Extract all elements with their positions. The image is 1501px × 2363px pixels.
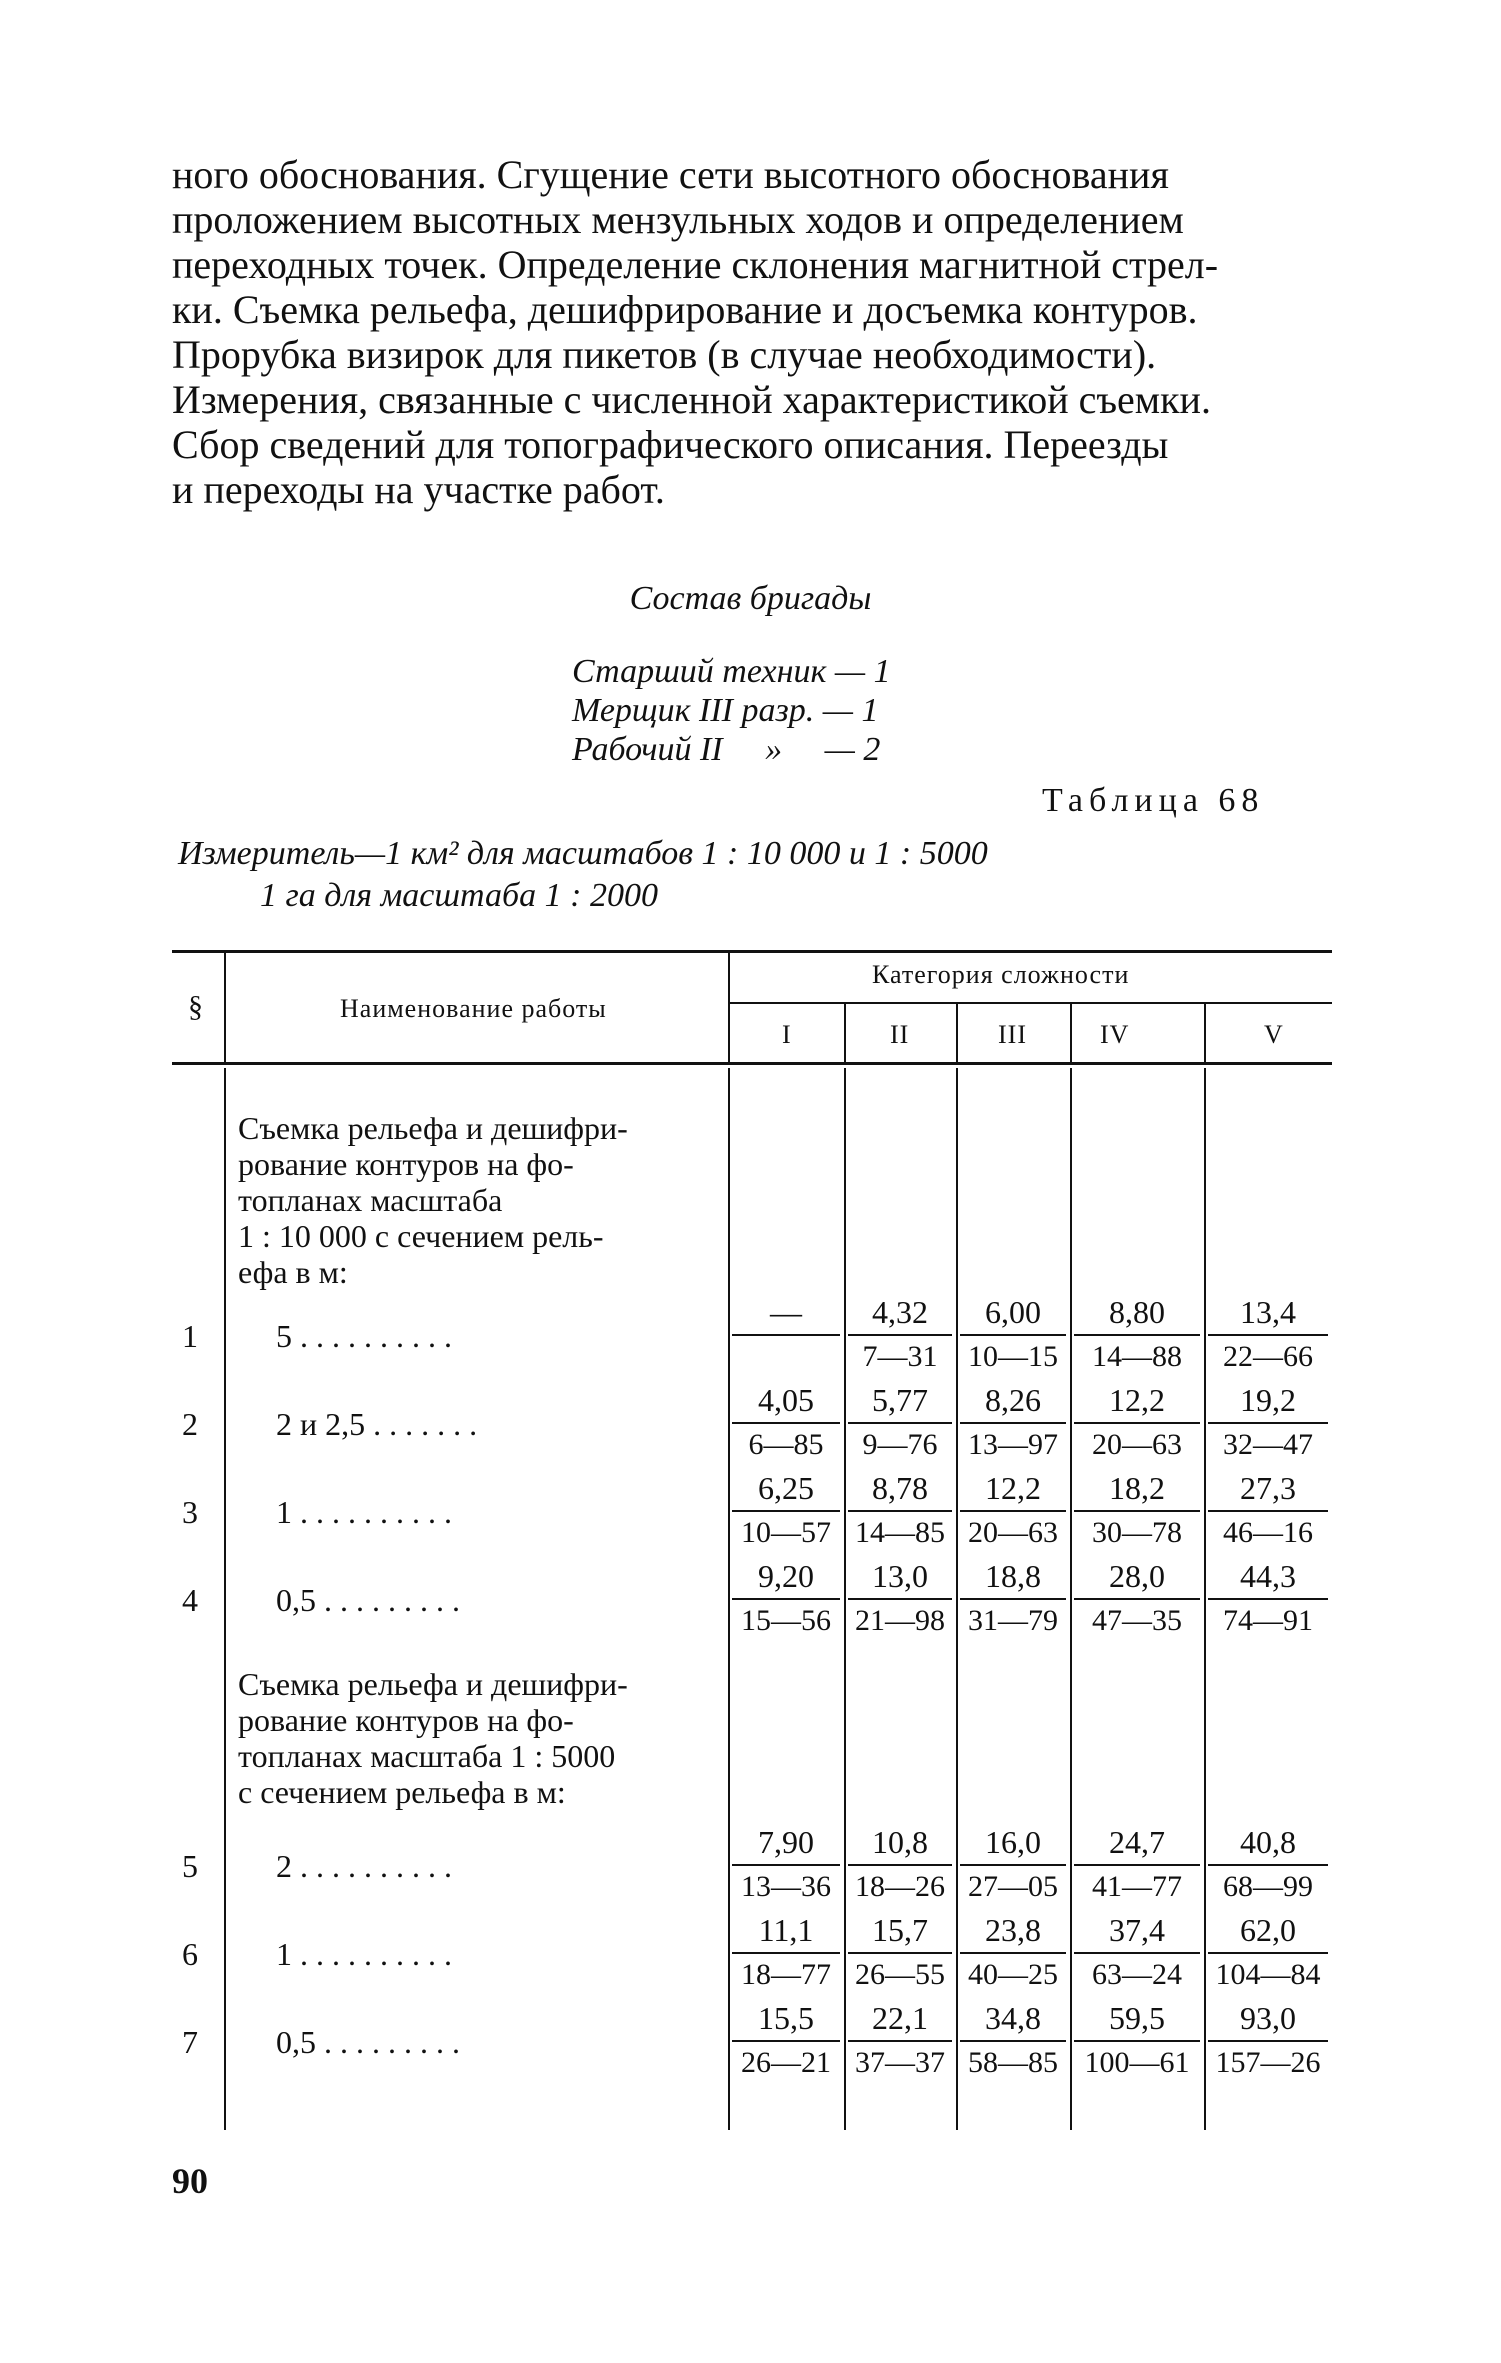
norm-code: 37—37 — [855, 2046, 945, 2079]
value-underline — [848, 1422, 952, 1424]
norm-code: 20—63 — [968, 1516, 1058, 1549]
value-underline — [1208, 1864, 1328, 1866]
norm-value: 27,3 — [1240, 1470, 1296, 1506]
staff-item: Старший техник — 1 — [572, 653, 891, 690]
norm-value: 6,00 — [985, 1294, 1041, 1330]
section-1-description — [238, 1110, 716, 1290]
value-underline — [1208, 1422, 1328, 1424]
norm-code: 47—35 — [1092, 1604, 1182, 1637]
value-underline — [960, 1334, 1066, 1336]
value-underline — [1208, 1952, 1328, 1954]
paragraph-line: проложением высотных мензульных ходов и определением — [172, 197, 1184, 242]
norm-value: 40,8 — [1240, 1824, 1296, 1860]
value-underline — [960, 2040, 1066, 2042]
norm-code: 18—77 — [741, 1958, 831, 1991]
paragraph-line: Измерения, связанные с численной характеристикой съемки. — [172, 377, 1211, 422]
value-underline — [1208, 2040, 1328, 2042]
norm-value: 15,5 — [758, 2000, 814, 2036]
norm-code: 104—84 — [1215, 1958, 1321, 1991]
value-underline — [960, 1510, 1066, 1512]
row-number: 6 — [182, 1936, 198, 1972]
section-line: рование контуров на фо- — [238, 1702, 574, 1738]
value-underline — [732, 1422, 840, 1424]
norm-value: 6,25 — [758, 1470, 814, 1506]
paragraph-line: ного обоснования. Сгущение сети высотного обоснования — [172, 152, 1169, 197]
norm-value: 37,4 — [1109, 1912, 1165, 1948]
row-label: 0,5 . . . . . . . . . — [276, 2024, 460, 2060]
header-col-1: I — [782, 1020, 792, 1049]
value-underline — [960, 1422, 1066, 1424]
header-divider — [728, 950, 730, 1062]
row-number: 4 — [182, 1582, 198, 1618]
staff-item: Мерщик III разр. — 1 — [572, 692, 879, 729]
norm-value: 4,32 — [872, 1294, 928, 1330]
table-label: Таблица 68 — [1042, 782, 1265, 819]
header-col-4: IV — [1100, 1020, 1130, 1049]
section-line: ефа в м: — [238, 1254, 348, 1290]
paragraph-line: ки. Съемка рельефа, дешифрирование и досъемка контуров. — [172, 287, 1198, 332]
norm-value: 8,26 — [985, 1382, 1041, 1418]
value-underline — [848, 1952, 952, 1954]
norm-code: 157—26 — [1215, 2046, 1321, 2079]
section-line: Съемка рельефа и дешифри- — [238, 1666, 628, 1702]
norms-table — [172, 950, 1332, 2130]
norm-value: 19,2 — [1240, 1382, 1296, 1418]
norm-code: 30—78 — [1092, 1516, 1182, 1549]
norm-code: 18—26 — [855, 1870, 945, 1903]
intro-paragraph — [172, 152, 1332, 512]
norm-code: 10—15 — [968, 1340, 1058, 1373]
norm-value: 4,05 — [758, 1382, 814, 1418]
norm-code: 13—36 — [741, 1870, 831, 1903]
table-top-rule — [172, 950, 1332, 953]
section-line: Съемка рельефа и дешифри- — [238, 1110, 628, 1146]
brigade-title: Состав бригады — [629, 580, 872, 617]
norm-code: 26—21 — [741, 2046, 831, 2079]
header-divider — [956, 1002, 958, 1062]
row-label: 1 . . . . . . . . . . — [276, 1494, 452, 1530]
norm-value: 8,78 — [872, 1470, 928, 1506]
row-number: 1 — [182, 1318, 198, 1354]
header-category: Категория сложности — [872, 960, 1130, 989]
section-2-description — [238, 1666, 716, 1810]
norm-code: 41—77 — [1092, 1870, 1182, 1903]
measure-unit — [178, 833, 988, 917]
row-number: 3 — [182, 1494, 198, 1530]
norm-value: 23,8 — [985, 1912, 1041, 1948]
norm-code: 74—91 — [1223, 1604, 1313, 1637]
section-line: топланах масштаба — [238, 1182, 503, 1218]
header-col-3: III — [998, 1020, 1027, 1049]
norm-code: 58—85 — [968, 2046, 1058, 2079]
header-divider — [844, 1002, 846, 1062]
value-underline — [732, 1334, 840, 1336]
norm-value: 9,20 — [758, 1558, 814, 1594]
header-divider — [224, 950, 226, 1062]
norm-value: 59,5 — [1109, 2000, 1165, 2036]
norm-value: 28,0 — [1109, 1558, 1165, 1594]
value-underline — [1074, 1864, 1200, 1866]
row-label: 0,5 . . . . . . . . . — [276, 1582, 460, 1618]
header-work-name: Наименование работы — [340, 994, 607, 1023]
value-underline — [848, 1864, 952, 1866]
value-underline — [1074, 1598, 1200, 1600]
row-label: 2 . . . . . . . . . . — [276, 1848, 452, 1884]
header-divider — [1070, 1002, 1072, 1062]
value-underline — [960, 1864, 1066, 1866]
value-underline — [732, 1598, 840, 1600]
value-underline — [848, 1598, 952, 1600]
value-underline — [848, 2040, 952, 2042]
section-line: топланах масштаба 1 : 5000 — [238, 1738, 616, 1774]
norm-value: 8,80 — [1109, 1294, 1165, 1330]
section-line: с сечением рельефа в м: — [238, 1774, 566, 1810]
norm-value: 11,1 — [758, 1912, 814, 1948]
page-number: 90 — [172, 2161, 208, 2201]
row-label: 1 . . . . . . . . . . — [276, 1936, 452, 1972]
value-underline — [848, 1334, 952, 1336]
paragraph-line: переходных точек. Определение склонения магнитной стрел- — [172, 242, 1219, 287]
value-underline — [1074, 1422, 1200, 1424]
norm-code: 13—97 — [968, 1428, 1058, 1461]
header-col-2: II — [890, 1020, 910, 1049]
row-label: 5 . . . . . . . . . . — [276, 1318, 452, 1354]
norm-value: 16,0 — [985, 1824, 1041, 1860]
norm-value: 62,0 — [1240, 1912, 1296, 1948]
norm-code: 22—66 — [1223, 1340, 1313, 1373]
norm-code: 9—76 — [862, 1428, 938, 1461]
value-underline — [732, 2040, 840, 2042]
norm-code: 40—25 — [968, 1958, 1058, 1991]
norm-code: 14—88 — [1092, 1340, 1182, 1373]
norm-code: 21—98 — [855, 1604, 945, 1637]
norm-value: 44,3 — [1240, 1558, 1296, 1594]
norm-code: 26—55 — [855, 1958, 945, 1991]
norm-value: 7,90 — [758, 1824, 814, 1860]
paragraph-line: Прорубка визирок для пикетов (в случае необходимости). — [172, 332, 1157, 377]
norm-code: 32—47 — [1223, 1428, 1313, 1461]
norm-value: 5,77 — [872, 1382, 928, 1418]
value-underline — [732, 1864, 840, 1866]
norm-code: 6—85 — [748, 1428, 824, 1461]
norm-value: 13,0 — [872, 1558, 928, 1594]
section-line: рование контуров на фо- — [238, 1146, 574, 1182]
value-underline — [1208, 1334, 1328, 1336]
row-label: 2 и 2,5 . . . . . . . — [276, 1406, 478, 1442]
paragraph-line: Сбор сведений для топографического описания. Переезды — [172, 422, 1169, 467]
paragraph-line: и переходы на участке работ. — [172, 467, 665, 512]
row-number: 2 — [182, 1406, 198, 1442]
value-underline — [732, 1952, 840, 1954]
value-underline — [1074, 1510, 1200, 1512]
norm-value: 18,2 — [1109, 1470, 1165, 1506]
value-underline — [1074, 1334, 1200, 1336]
category-rule — [728, 1002, 1332, 1004]
norm-value: 18,8 — [985, 1558, 1041, 1594]
norm-value: 24,7 — [1109, 1824, 1165, 1860]
norm-value: 12,2 — [1109, 1382, 1165, 1418]
norm-code: 68—99 — [1223, 1870, 1313, 1903]
value-underline — [1208, 1510, 1328, 1512]
norm-value: 93,0 — [1240, 2000, 1296, 2036]
header-section-sign: § — [188, 990, 204, 1023]
norm-code: 14—85 — [855, 1516, 945, 1549]
norm-code: 31—79 — [968, 1604, 1058, 1637]
norm-code: 27—05 — [968, 1870, 1058, 1903]
value-underline — [960, 1598, 1066, 1600]
norm-code: 63—24 — [1092, 1958, 1182, 1991]
measure-line: 1 га для масштаба 1 : 2000 — [260, 877, 658, 914]
value-underline — [1208, 1598, 1328, 1600]
norm-value: 15,7 — [872, 1912, 928, 1948]
staff-list — [572, 652, 891, 769]
value-underline — [732, 1510, 840, 1512]
norm-value: 13,4 — [1240, 1294, 1296, 1330]
header-divider — [1204, 1002, 1206, 1062]
value-underline — [848, 1510, 952, 1512]
norm-code: 20—63 — [1092, 1428, 1182, 1461]
norm-value: 10,8 — [872, 1824, 928, 1860]
norm-value: 12,2 — [985, 1470, 1041, 1506]
norm-code: 46—16 — [1223, 1516, 1313, 1549]
value-underline — [1074, 1952, 1200, 1954]
header-col-5: V — [1264, 1020, 1284, 1049]
section-line: 1 : 10 000 с сечением рель- — [238, 1218, 604, 1254]
value-underline — [1074, 2040, 1200, 2042]
value-underline — [960, 1952, 1066, 1954]
norm-value: — — [770, 1294, 802, 1330]
body-divider — [224, 1068, 226, 2130]
staff-item: Рабочий II » — 2 — [572, 731, 881, 768]
header-bottom-rule — [172, 1062, 1332, 1065]
norm-code: 100—61 — [1084, 2046, 1190, 2079]
row-number: 7 — [182, 2024, 198, 2060]
norm-code: 15—56 — [741, 1604, 831, 1637]
row-number: 5 — [182, 1848, 198, 1884]
norm-code: 7—31 — [862, 1340, 938, 1373]
measure-line: Измеритель—1 км² для масштабов 1 : 10 000 и 1 : 5000 — [178, 835, 988, 872]
norm-value: 22,1 — [872, 2000, 928, 2036]
norm-code: 10—57 — [741, 1516, 831, 1549]
norm-value: 34,8 — [985, 2000, 1041, 2036]
